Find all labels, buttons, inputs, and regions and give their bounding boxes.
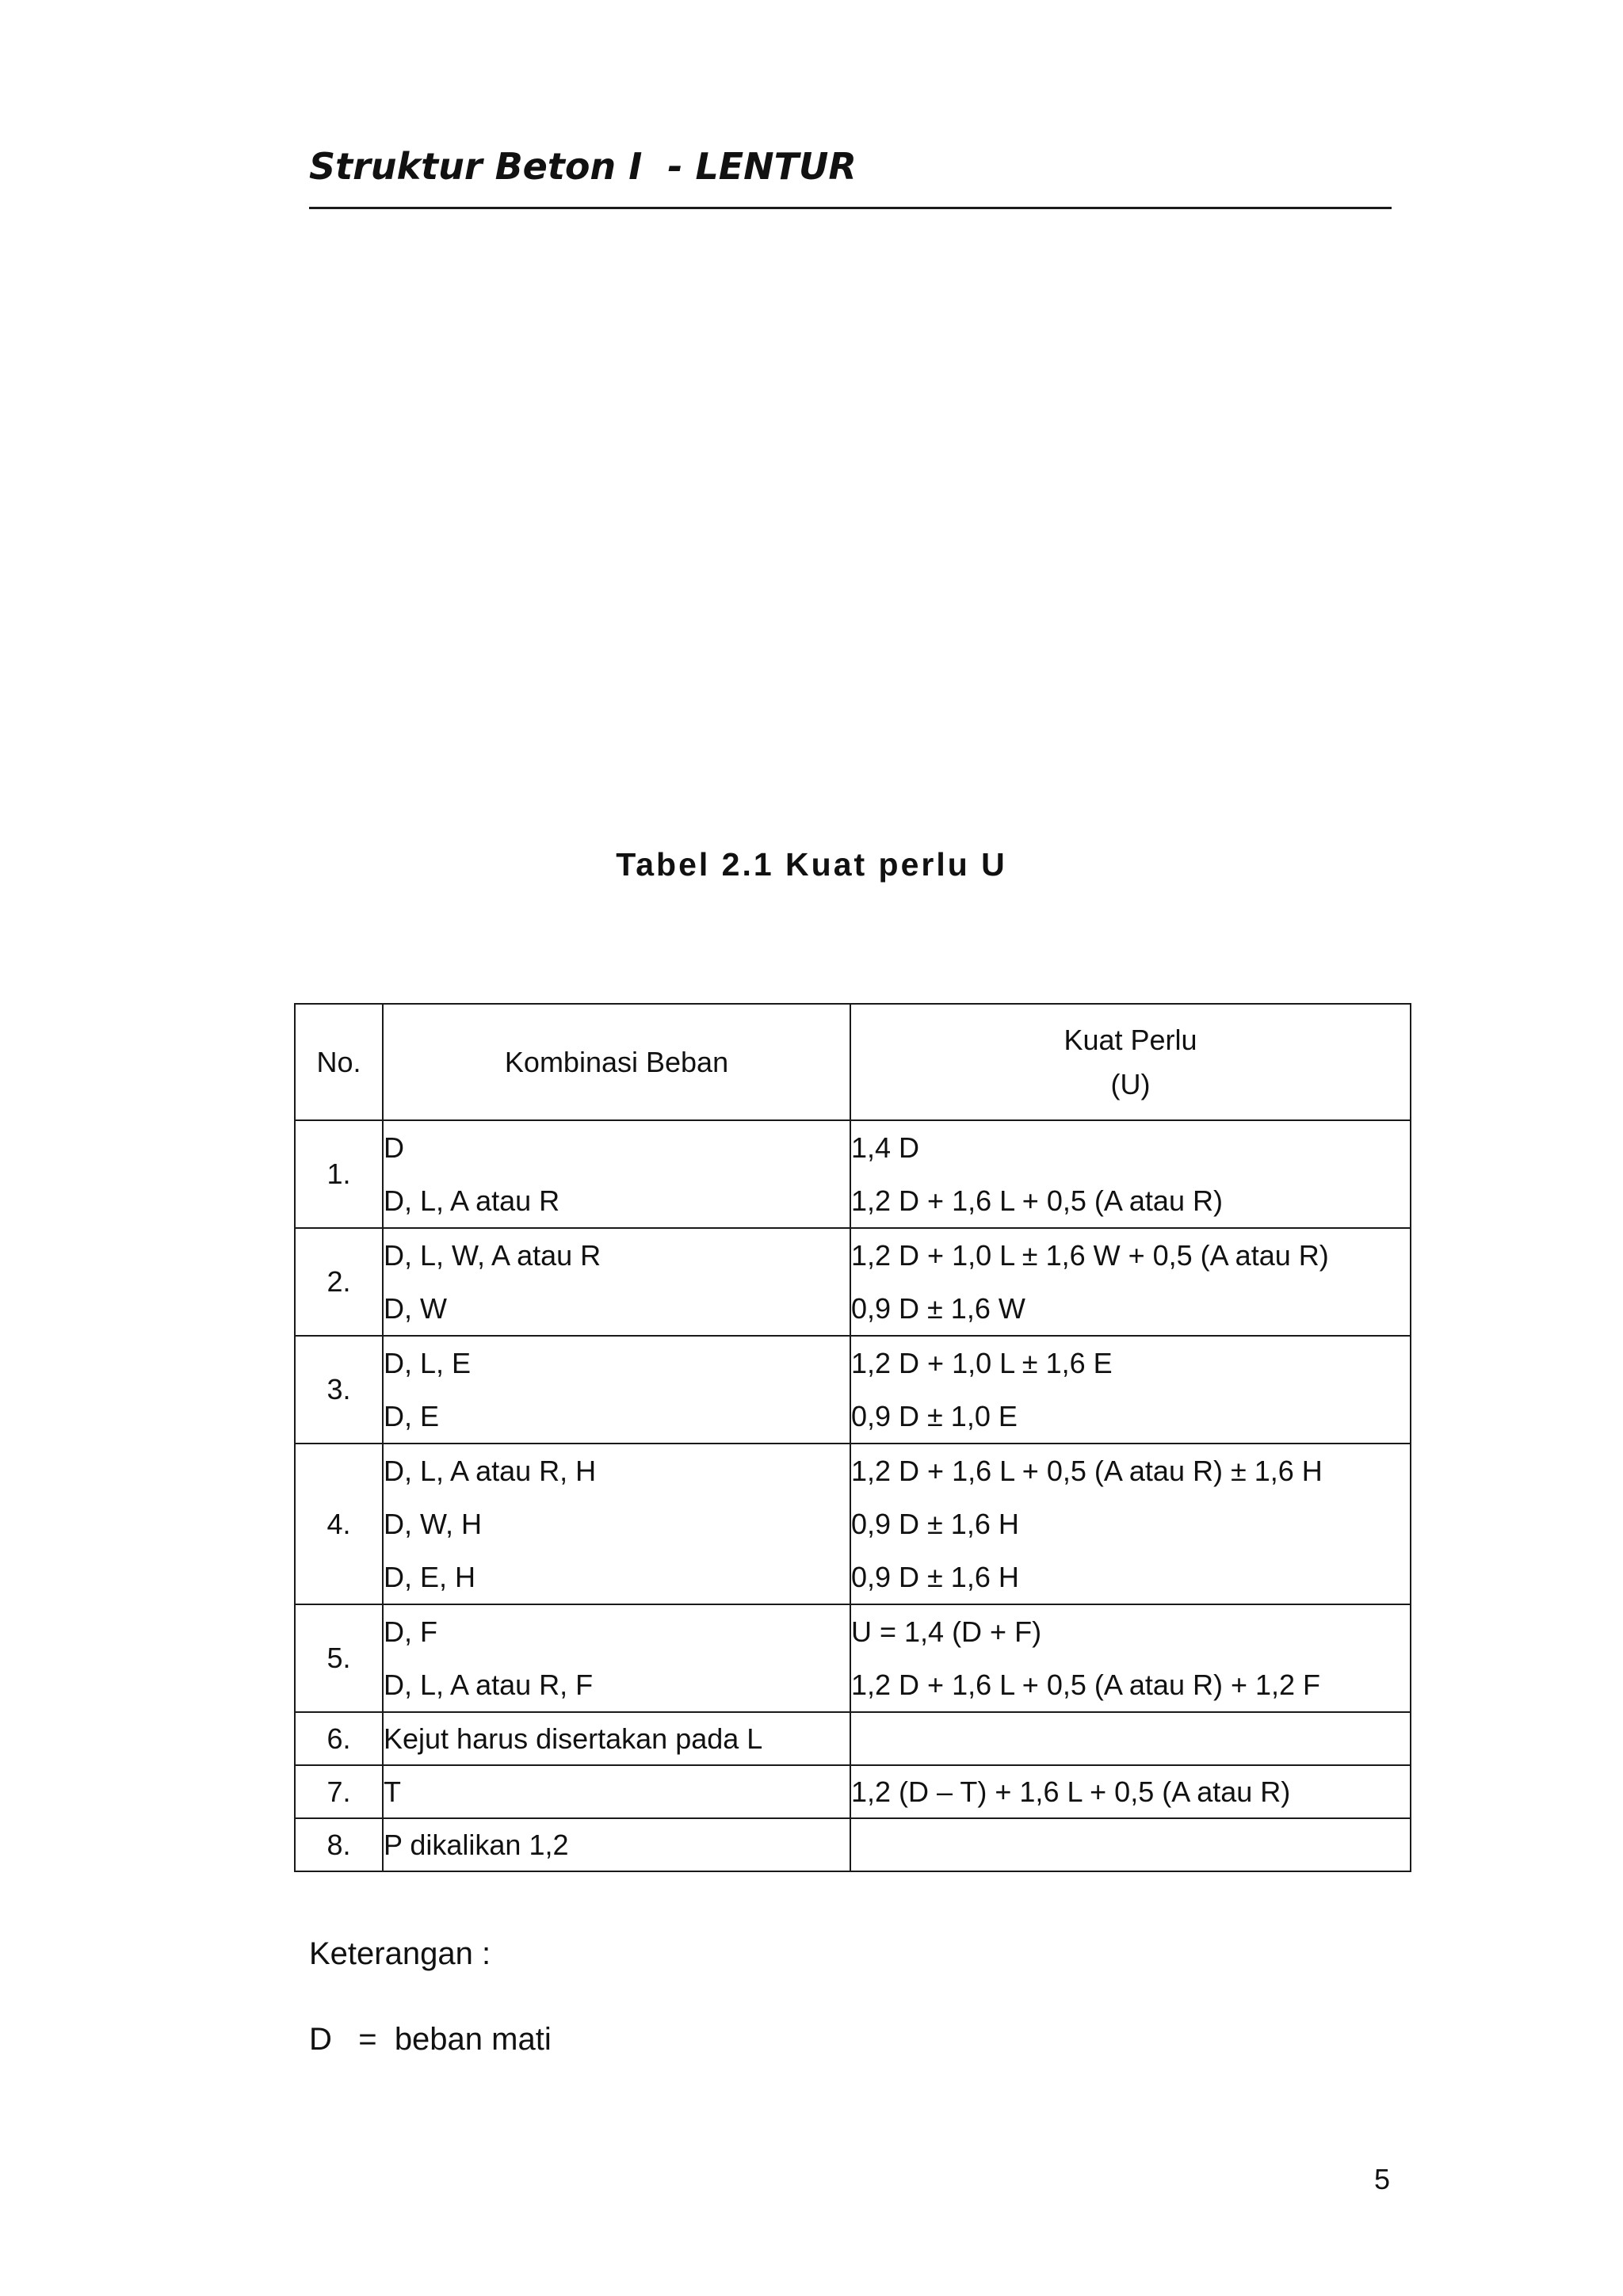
kuat-perlu-line: 1,2 (D – T) + 1,6 L + 0,5 (A atau R) — [851, 1775, 1291, 1808]
kombinasi-line: P dikalikan 1,2 — [384, 1828, 569, 1861]
kuat-perlu-line: 1,4 D — [851, 1131, 920, 1164]
table-row — [295, 1336, 1411, 1444]
kombinasi-line: D, L, A atau R, F — [384, 1669, 594, 1701]
kombinasi-cell — [383, 1228, 850, 1336]
kuat-perlu-cell — [850, 1604, 1411, 1712]
kuat-perlu-cell — [850, 1444, 1411, 1604]
kuat-perlu-line: 0,9 D ± 1,6 H — [851, 1561, 1019, 1593]
column-header-no: No. — [295, 1004, 383, 1120]
notes-label: Keterangan : — [309, 1936, 491, 1971]
row-number: 2. — [295, 1228, 383, 1336]
column-header-kombinasi: Kombinasi Beban — [383, 1004, 850, 1120]
kombinasi-line: D, L, E — [384, 1347, 472, 1379]
kombinasi-cell — [383, 1444, 850, 1604]
kuat-perlu-line: 1,2 D + 1,0 L ± 1,6 E — [851, 1347, 1113, 1379]
kombinasi-cell — [383, 1818, 850, 1871]
table-header-row — [295, 1004, 1411, 1120]
load-combination-table — [294, 1003, 1411, 1872]
kuat-perlu-cell — [850, 1336, 1411, 1444]
kuat-perlu-line: U = 1,4 (D + F) — [851, 1615, 1042, 1648]
header-rule — [309, 207, 1392, 209]
kombinasi-line: D, L, A atau R, H — [384, 1455, 597, 1487]
kuat-perlu-line: 1,2 D + 1,0 L ± 1,6 W + 0,5 (A atau R) — [851, 1239, 1329, 1272]
kombinasi-cell — [383, 1336, 850, 1444]
table-row — [295, 1444, 1411, 1604]
kombinasi-line: Kejut harus disertakan pada L — [384, 1722, 763, 1755]
row-number: 6. — [295, 1712, 383, 1765]
kombinasi-line: T — [384, 1775, 401, 1808]
kombinasi-line: D, F — [384, 1615, 437, 1648]
column-header-kuat-perlu — [850, 1004, 1411, 1120]
kuat-perlu-cell — [850, 1712, 1411, 1765]
page-number: 5 — [1374, 2163, 1391, 2195]
kuat-perlu-cell — [850, 1228, 1411, 1336]
kuat-perlu-cell — [850, 1120, 1411, 1228]
row-number: 7. — [295, 1765, 383, 1818]
kuat-perlu-line: 1,2 D + 1,6 L + 0,5 (A atau R) + 1,2 F — [851, 1669, 1321, 1701]
kuat-perlu-line — [851, 1824, 1410, 1867]
row-number: 8. — [295, 1818, 383, 1871]
kuat-perlu-line: 0,9 D ± 1,0 E — [851, 1400, 1018, 1432]
kuat-perlu-cell — [850, 1765, 1411, 1818]
column-header-kuat-line2: (U) — [1110, 1067, 1151, 1100]
row-number: 5. — [295, 1604, 383, 1712]
column-header-kuat-line1: Kuat Perlu — [1064, 1023, 1197, 1056]
table-row — [295, 1228, 1411, 1336]
kombinasi-line: D — [384, 1131, 404, 1164]
document-header-title: Struktur Beton I - LENTUR — [309, 145, 857, 188]
kuat-perlu-line — [851, 1718, 1410, 1760]
row-number: 4. — [295, 1444, 383, 1604]
notes-item: D = beban mati — [309, 2022, 552, 2057]
kombinasi-line: D, E, H — [384, 1561, 476, 1593]
kuat-perlu-line: 0,9 D ± 1,6 W — [851, 1292, 1025, 1325]
kuat-perlu-line: 0,9 D ± 1,6 H — [851, 1508, 1019, 1540]
kuat-perlu-line: 1,2 D + 1,6 L + 0,5 (A atau R) ± 1,6 H — [851, 1455, 1323, 1487]
row-number: 3. — [295, 1336, 383, 1444]
kombinasi-line: D, L, A atau R — [384, 1184, 560, 1217]
kombinasi-cell — [383, 1120, 850, 1228]
table-row — [295, 1604, 1411, 1712]
kombinasi-cell — [383, 1604, 850, 1712]
kuat-perlu-cell — [850, 1818, 1411, 1871]
kombinasi-line: D, L, W, A atau R — [384, 1239, 601, 1272]
table-row — [295, 1120, 1411, 1228]
kuat-perlu-line: 1,2 D + 1,6 L + 0,5 (A atau R) — [851, 1184, 1223, 1217]
table-row — [295, 1818, 1411, 1871]
kombinasi-cell — [383, 1765, 850, 1818]
table-row — [295, 1712, 1411, 1765]
table-row — [295, 1765, 1411, 1818]
row-number: 1. — [295, 1120, 383, 1228]
kombinasi-cell — [383, 1712, 850, 1765]
kombinasi-line: D, E — [384, 1400, 440, 1432]
kombinasi-line: D, W — [384, 1292, 447, 1325]
kombinasi-line: D, W, H — [384, 1508, 482, 1540]
table-caption: Tabel 2.1 Kuat perlu U — [616, 846, 1007, 883]
